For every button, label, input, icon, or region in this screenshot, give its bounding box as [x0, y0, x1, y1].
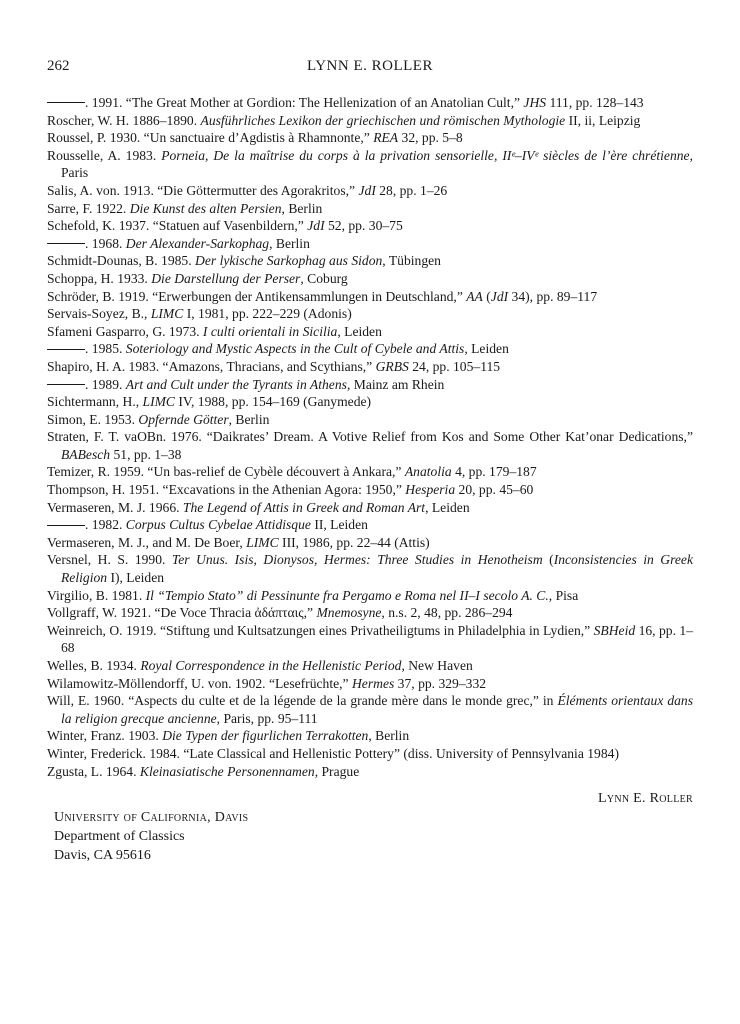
reference-title: Soteriology and Mystic Aspects in the Cult of Cybele and Attis [125, 341, 465, 357]
reference-text: . 1982. [85, 517, 126, 533]
reference-entry [47, 200, 693, 218]
reference-title: Inconsistencies in Greek Religion [61, 552, 693, 586]
reference-text: 28, pp. 1–26 [375, 182, 448, 198]
reference-text: 37, pp. 329–332 [394, 675, 487, 691]
reference-text: , Coburg [300, 270, 348, 286]
reference-text: Temizer, R. 1959. “Un bas-relief de Cybèle découvert à Ankara,” [47, 464, 405, 480]
reference-title: Ter Unus. Isis, Dionysos, Hermes: Three Studies in Henotheism [171, 552, 543, 568]
reference-title: GRBS [375, 358, 409, 374]
reference-title: LIMC [142, 394, 175, 410]
reference-text: , n.s. 2, 48, pp. 286–294 [381, 605, 513, 621]
department-name: Department of Classics [54, 829, 185, 844]
reference-text: III, 1986, pp. 22–44 (Attis) [278, 534, 430, 550]
reference-text: , Mainz am Rhein [346, 376, 445, 392]
reference-text: . 1991. “The Great Mother at Gordion: The Hellenization of an Anatolian Cult,” [85, 95, 524, 110]
reference-text: Schoppa, H. 1933. [47, 270, 152, 286]
reference-title: Porneia, De la maîtrise du corps à la privation sensorielle, IIᵉ–IVᵉ siècles de l’ère chrétienne [161, 147, 690, 163]
reference-entry [47, 516, 693, 534]
reference-text: Virgilio, B. 1981. [47, 587, 146, 603]
reference-text: Sarre, F. 1922. [47, 200, 130, 216]
reference-text: Shapiro, H. A. 1983. “Amazons, Thracians, and Scythians,” [47, 358, 376, 374]
reference-text: , Tübingen [382, 253, 441, 269]
reference-entry [47, 147, 693, 182]
reference-text: Sichtermann, H., [47, 394, 143, 410]
reference-entry [47, 604, 693, 622]
reference-text: Vermaseren, M. J. 1966. [47, 499, 183, 515]
reference-title: Art and Cult under the Tyrants in Athens [125, 376, 347, 392]
reference-text: Roussel, P. 1930. “Un sanctuaire d’Agdistis à Rhamnonte,” [47, 130, 374, 146]
reference-text: Vollgraff, W. 1921. “De Voce Thracia ἀδάπταις,” [47, 605, 317, 621]
author-affiliation [54, 808, 248, 865]
reference-text: . 1985. [85, 341, 126, 357]
reference-text: II, Leiden [310, 517, 368, 533]
reference-title: Die Typen der figurlichen Terrakotten [162, 728, 369, 744]
reference-entry [47, 411, 693, 429]
reference-text: ( [482, 288, 491, 304]
reference-text: Versnel, H. S. 1990. [47, 552, 172, 568]
reference-text: Winter, Frederick. 1984. “Late Classical and Hellenistic Pottery” (diss. University of Pennsylvania 1984) [47, 745, 619, 761]
running-head: LYNN E. ROLLER [307, 58, 433, 74]
reference-text: Weinreich, O. 1919. “Stiftung und Kultsatzungen eines Privatheiligtums in Philadelphia in Lydien,” [47, 622, 594, 638]
reference-text: Thompson, H. 1951. “Excavations in the Athenian Agora: 1950,” [47, 482, 406, 498]
reference-title: I culti orientali in Sicilia [202, 323, 338, 339]
reference-entry [47, 182, 693, 200]
reference-entry [47, 323, 693, 341]
reference-text: Wilamowitz-Möllendorff, U. von. 1902. “Lesefrüchte,” [47, 675, 352, 691]
reference-title: Corpus Cultus Cybelae Attidisque [125, 517, 311, 533]
ditto-dash [47, 243, 85, 244]
reference-entry [47, 305, 693, 323]
reference-text: 20, pp. 45–60 [455, 482, 534, 498]
reference-text: 24, pp. 105–115 [408, 358, 501, 374]
reference-title: JdI [307, 218, 325, 234]
reference-entry [47, 692, 693, 727]
reference-text: 4, pp. 179–187 [451, 464, 537, 480]
reference-title: Anatolia [404, 464, 452, 480]
university-name: University of California, Davis [54, 810, 249, 825]
reference-entry [47, 376, 693, 394]
postal-address: Davis, CA 95616 [54, 848, 151, 863]
reference-text: Servais-Soyez, B., [47, 306, 151, 322]
reference-text: Schröder, B. 1919. “Erwerbungen der Antikensammlungen in Deutschland,” [47, 288, 467, 304]
reference-title: JHS [523, 95, 547, 110]
page-number: 262 [47, 58, 70, 74]
reference-text: Salis, A. von. 1913. “Die Göttermutter des Agorakritos,” [47, 182, 359, 198]
reference-text: , Leiden [464, 341, 509, 357]
reference-text: , Prague [314, 763, 360, 779]
reference-text: ( [542, 552, 554, 568]
reference-title: AA [466, 288, 483, 304]
reference-entry [47, 235, 693, 253]
reference-text: , Leiden [337, 323, 382, 339]
reference-title: Der Alexander-Sarkophag [125, 235, 270, 251]
reference-title: LIMC [150, 306, 184, 322]
reference-text: , Berlin [281, 200, 323, 216]
reference-entry [47, 270, 693, 288]
reference-entry [47, 657, 693, 675]
reference-entry [47, 551, 693, 586]
reference-text: Rousselle, A. 1983. [47, 147, 162, 163]
reference-entry [47, 340, 693, 358]
reference-title: Ausführliches Lexikon der griechischen und römischen Mythologie [200, 112, 566, 128]
reference-text: , Pisa [548, 587, 579, 603]
reference-text: Straten, F. T. vaOBn. 1976. “Daikrates’ Dream. A Votive Relief from Kos and Some Other Kat’onar Dedications,” [47, 429, 693, 445]
page-header [47, 58, 693, 80]
ditto-dash [47, 384, 85, 385]
reference-text: Schmidt-Dounas, B. 1985. [47, 253, 196, 269]
reference-text: Schefold, K. 1937. “Statuen auf Vasenbildern,” [47, 218, 308, 234]
ditto-dash [47, 102, 85, 103]
reference-text: 51, pp. 1–38 [110, 446, 182, 462]
reference-text: , New Haven [401, 658, 473, 673]
reference-text: I, 1981, pp. 222–229 (Adonis) [183, 306, 352, 322]
reference-text: Welles, B. 1934. [47, 658, 141, 673]
reference-entry [47, 587, 693, 605]
reference-text: Vermaseren, M. J., and M. De Boer, [47, 534, 247, 550]
reference-text: 32, pp. 5–8 [398, 130, 463, 146]
reference-entry [47, 481, 693, 499]
reference-text: , Berlin [228, 411, 270, 427]
reference-entry [47, 393, 693, 411]
reference-entry [47, 745, 693, 763]
reference-title: JdI [358, 182, 376, 198]
reference-title: Hermes [351, 675, 395, 691]
reference-entry [47, 463, 693, 481]
reference-title: Kleinasiatische Personennamen [139, 763, 315, 779]
reference-text: . 1968. [85, 235, 126, 251]
reference-entry [47, 428, 693, 463]
reference-text: , Berlin [368, 728, 410, 744]
reference-title: Il “Tempio Stato” di Pessinunte fra Pergamo e Roma nel II–I secolo A. C. [145, 587, 549, 603]
reference-title: Éléments orientaux dans la religion grecque ancienne [61, 693, 694, 726]
reference-title: Royal Correspondence in the Hellenistic Period [140, 658, 402, 673]
reference-text: Zgusta, L. 1964. [47, 763, 140, 779]
reference-text: Will, E. 1960. “Aspects du culte et de la légende de la grande mère dans le monde grec,” in [47, 693, 558, 709]
reference-title: Hesperia [405, 482, 456, 498]
reference-text: 34), pp. 89–117 [508, 288, 598, 304]
reference-title: LIMC [246, 534, 279, 550]
reference-title: Opfernde Götter [138, 411, 229, 427]
reference-entry [47, 94, 693, 112]
reference-text: Simon, E. 1953. [47, 411, 139, 427]
reference-text: 52, pp. 30–75 [324, 218, 403, 234]
reference-entry [47, 288, 693, 306]
reference-text: 16, pp. 1–68 [61, 622, 693, 656]
reference-text: 111, pp. 128–143 [546, 95, 644, 110]
reference-title: SBHeid [593, 622, 636, 638]
reference-entry [47, 358, 693, 376]
reference-entry [47, 534, 693, 552]
reference-text: I), Leiden [107, 570, 165, 586]
reference-entry [47, 112, 693, 130]
reference-entry [47, 727, 693, 745]
reference-text: Roscher, W. H. 1886–1890. [47, 112, 201, 128]
reference-text: , Paris [61, 147, 693, 181]
reference-text: IV, 1988, pp. 154–169 (Ganymede) [175, 394, 372, 410]
reference-entry [47, 675, 693, 693]
reference-text: , Paris, pp. 95–111 [216, 710, 318, 726]
bibliography-list [47, 94, 693, 780]
reference-title: Die Kunst des alten Persien [129, 200, 282, 216]
ditto-dash [47, 349, 85, 350]
reference-title: Die Darstellung der Perser [151, 270, 301, 286]
reference-entry [47, 217, 693, 235]
reference-text: Sfameni Gasparro, G. 1973. [47, 323, 203, 339]
reference-text: II, ii, Leipzig [565, 112, 641, 128]
reference-entry [47, 252, 693, 270]
reference-title: Mnemosyne [316, 605, 382, 621]
reference-entry [47, 763, 693, 781]
reference-title: JdI [490, 288, 509, 304]
reference-entry [47, 129, 693, 147]
author-signature: Lynn E. Roller [597, 791, 693, 806]
reference-text: . 1989. [85, 376, 126, 392]
reference-title: BABesch [61, 446, 111, 462]
reference-entry [47, 499, 693, 517]
reference-text: , Leiden [425, 499, 470, 515]
reference-text: , Berlin [269, 235, 310, 251]
ditto-dash [47, 525, 85, 526]
reference-text: Winter, Franz. 1903. [47, 728, 163, 744]
reference-entry [47, 622, 693, 657]
reference-title: REA [373, 130, 399, 146]
reference-title: Der lykische Sarkophag aus Sidon [195, 253, 383, 269]
reference-title: The Legend of Attis in Greek and Roman Art [182, 499, 426, 515]
